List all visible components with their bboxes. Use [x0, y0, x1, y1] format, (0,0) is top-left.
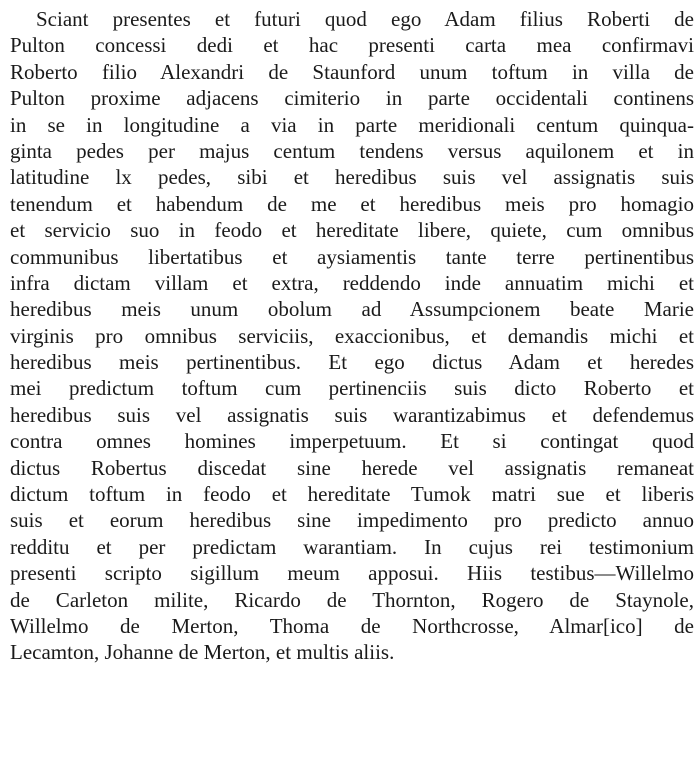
text-line-19: dictum toftum in feodo et hereditate Tumok matri sue et liberis	[10, 482, 694, 507]
text-line-18: dictus Robertus discedat sine herede vel assignatis remaneat	[10, 455, 694, 480]
text-line-17: contra omnes homines imperpetuum. Et si contingat quod	[10, 429, 694, 454]
text-line-24: Willelmo de Merton, Thoma de Northcrosse, Almar[ico] de	[10, 613, 694, 638]
text-line-14: heredibus meis pertinentibus. Et ego dictus Adam et heredes	[10, 350, 694, 375]
text-line-2: Pulton concessi dedi et hac presenti carta mea confirmavi	[10, 33, 694, 58]
text-line-12: heredibus meis unum obolum ad Assumpcionem beate Marie	[10, 297, 694, 322]
text-line-13: virginis pro omnibus serviciis, exaccionibus, et demandis michi et	[10, 323, 694, 348]
text-line-1: Sciant presentes et futuri quod ego Adam filius Roberti de	[36, 7, 694, 31]
text-line-23: de Carleton milite, Ricardo de Thornton, Rogero de Staynole,	[10, 587, 694, 612]
text-line-9: et servicio suo in feodo et hereditate libere, quiete, cum omnibus	[10, 218, 694, 243]
text-line-15: mei predictum toftum cum pertinenciis suis dicto Roberto et	[10, 376, 694, 401]
text-line-21: redditu et per predictam warantiam. In cujus rei testimonium	[10, 534, 694, 559]
text-line-6: ginta pedes per majus centum tendens versus aquilonem et in	[10, 138, 694, 163]
text-line-5: in se in longitudine a via in parte meridionali centum quinqua-	[10, 112, 694, 137]
text-line-4: Pulton proxime adjacens cimiterio in parte occidentali continens	[10, 86, 694, 111]
text-line-8: tenendum et habendum de me et heredibus meis pro homagio	[10, 191, 694, 216]
text-line-7: latitudine lx pedes, sibi et heredibus suis vel assignatis suis	[10, 165, 694, 190]
document-page	[10, 6, 694, 666]
text-line-20: suis et eorum heredibus sine impedimento pro predicto annuo	[10, 508, 694, 533]
text-line-10: communibus libertatibus et aysiamentis tante terre pertinentibus	[10, 244, 694, 269]
text-line-25: Lecamton, Johanne de Merton, et multis aliis.	[10, 640, 395, 665]
text-line-22: presenti scripto sigillum meum apposui. Hiis testibus—Willelmo	[10, 561, 694, 586]
text-line-11: infra dictam villam et extra, reddendo inde annuatim michi et	[10, 270, 694, 295]
text-line-16: heredibus suis vel assignatis suis warantizabimus et defendemus	[10, 402, 694, 427]
text-line-3: Roberto filio Alexandri de Staunford unum toftum in villa de	[10, 59, 694, 84]
